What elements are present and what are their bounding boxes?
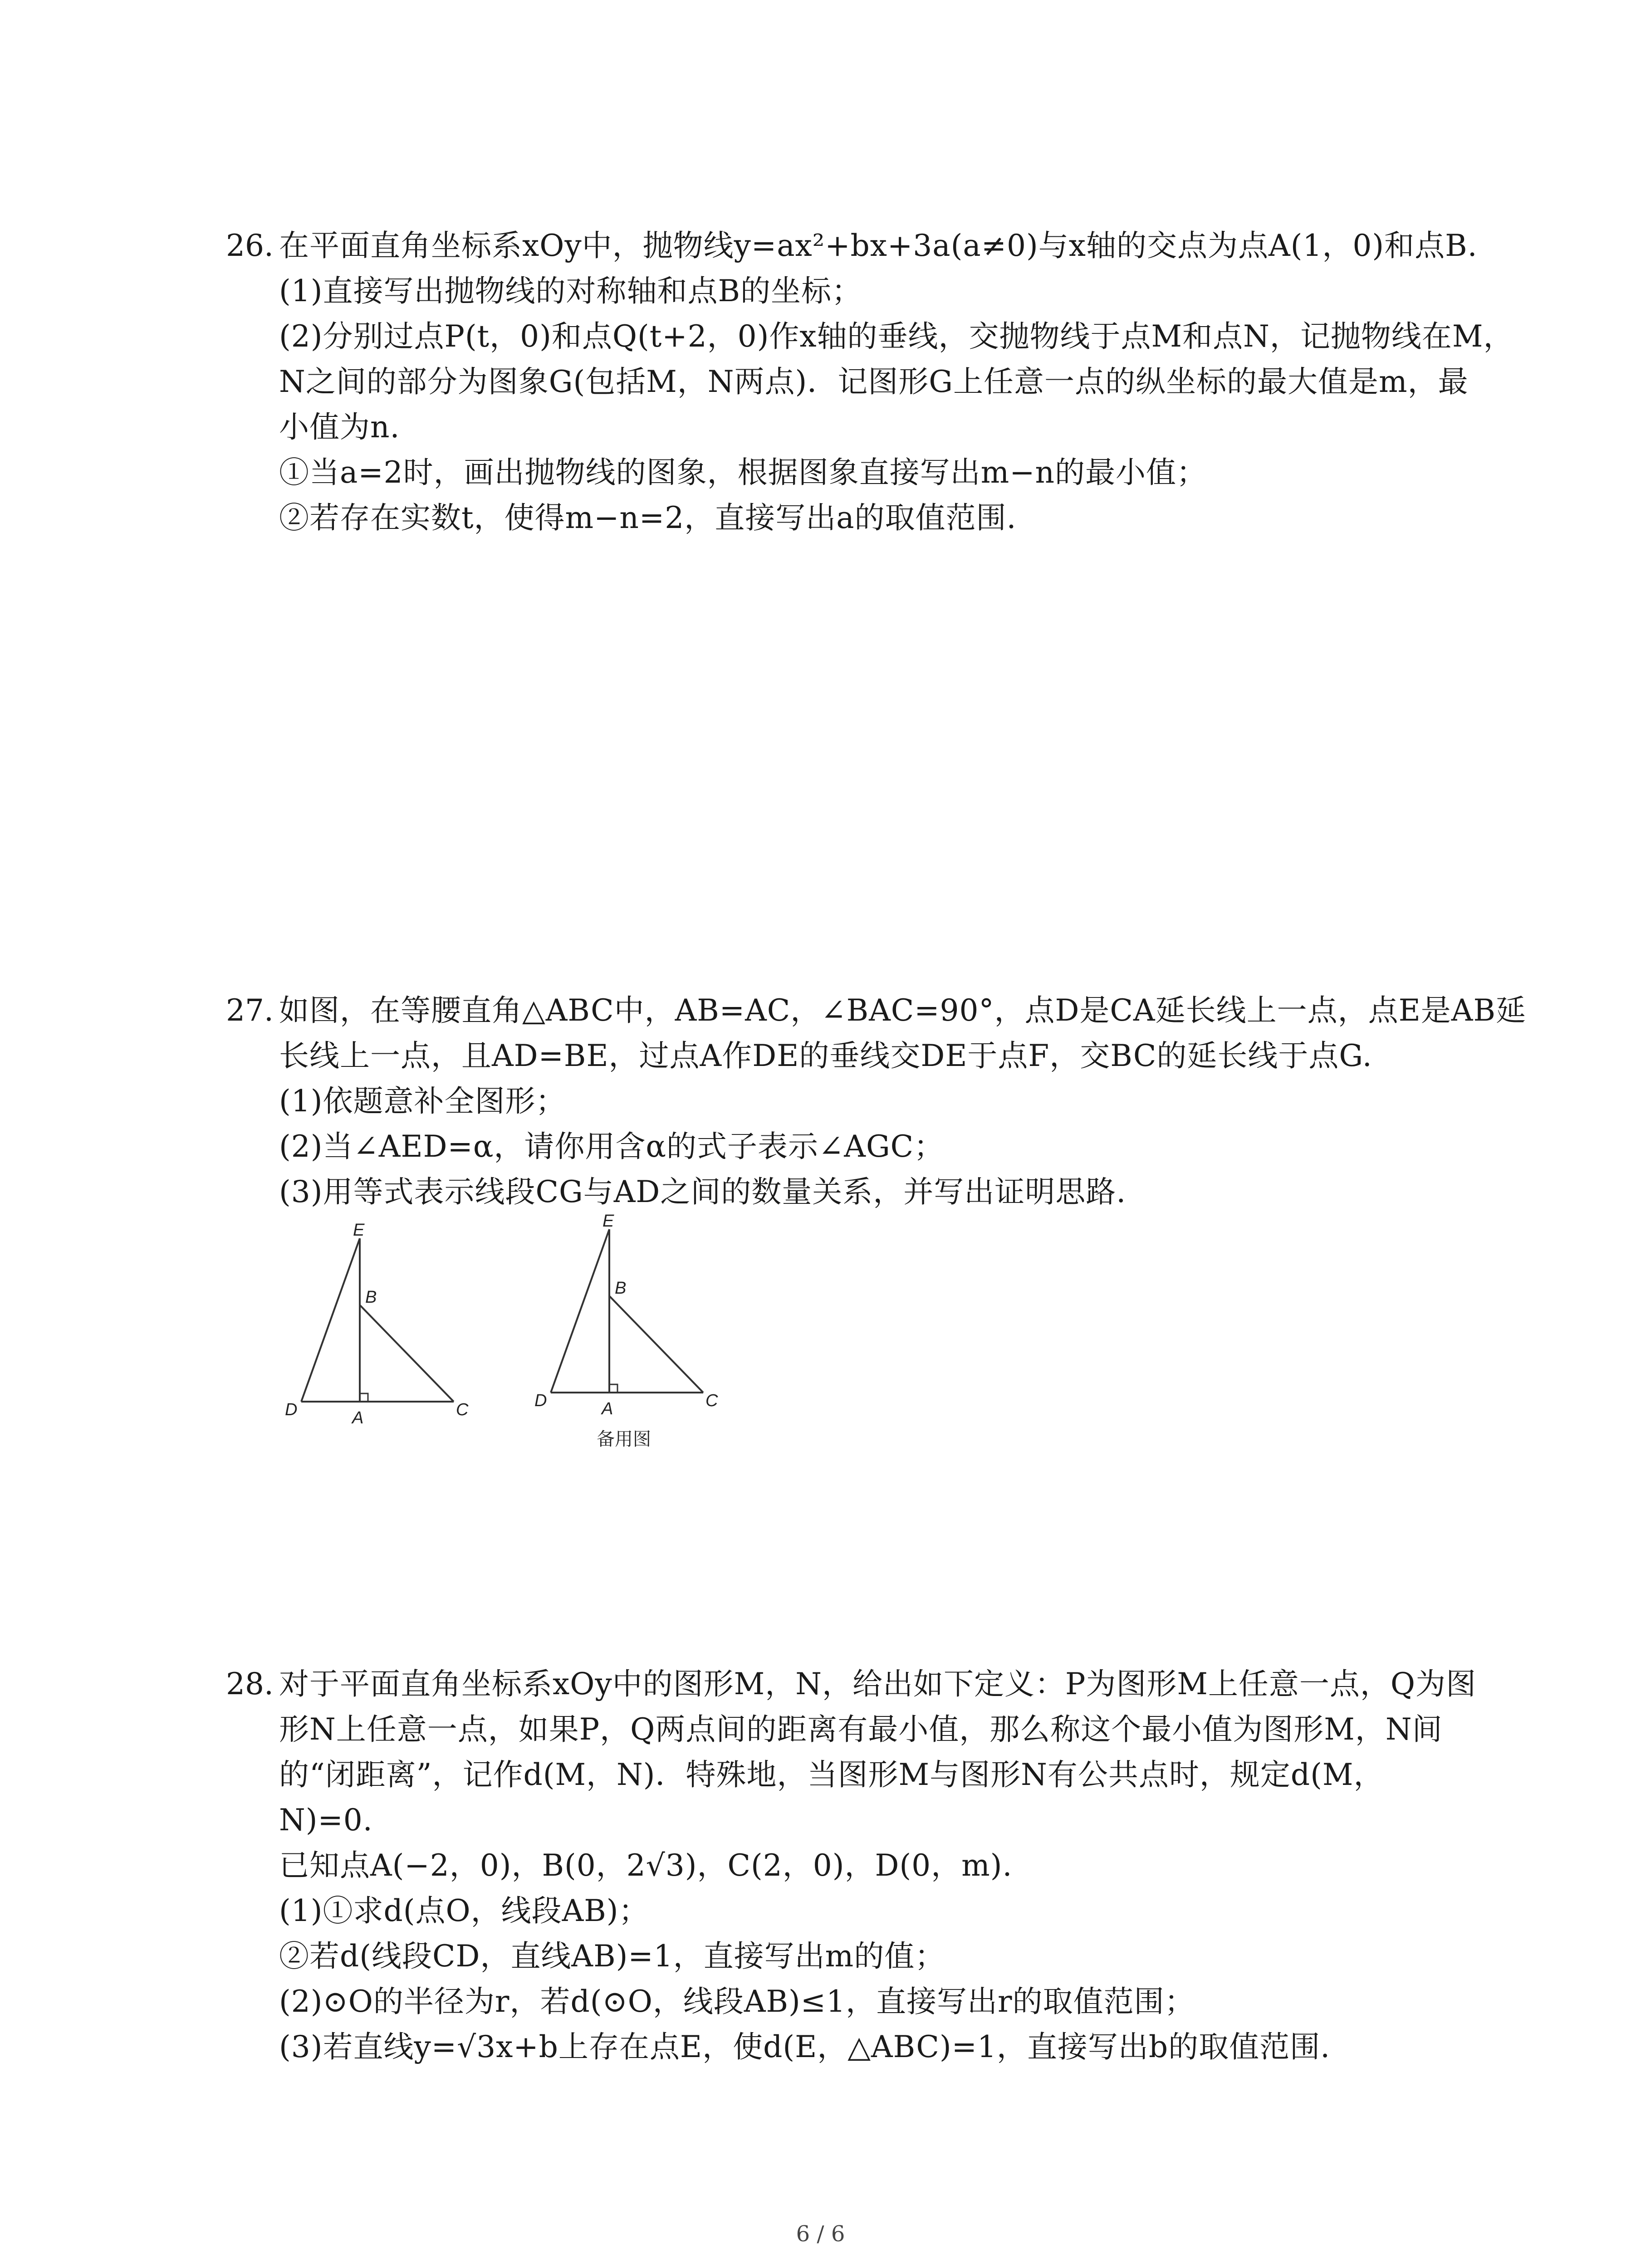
sub-question-1-part-1: (1)①求d(点O，线段AB)；: [279, 1893, 649, 1928]
question-stem: 对于平面直角坐标系xOy中的图形M，N，给出如下定义：P为图形M上任意一点，Q为图: [279, 1667, 1477, 1701]
sub-question-2: (2)分别过点P(t，0)和点Q(t+2，0)作x轴的垂线，交抛物线于点M和点N，记抛物线在M，: [279, 319, 1514, 354]
label-E: E: [603, 1212, 614, 1231]
sub-question-1-part-2: ②若d(线段CD，直线AB)=1，直接写出m的值；: [279, 1939, 945, 1974]
spare-triangle-figure: [522, 1211, 740, 1424]
question-stem: 如图，在等腰直角△ABC中，AB=AC，∠BAC=90°，点D是CA延长线上一点，点E是AB延: [279, 993, 1526, 1028]
sub-question-3: (3)用等式表示线段CG与AD之间的数量关系，并写出证明思路.: [279, 1174, 1127, 1209]
triangle-figure: [272, 1220, 490, 1433]
label-B: B: [615, 1279, 627, 1298]
sub-question-1: (1)直接写出抛物线的对称轴和点B的坐标；: [279, 274, 862, 308]
question-stem-cont: N)=0.: [279, 1803, 373, 1838]
sub-question-2-part-1: ①当a=2时，画出抛物线的图象，根据图象直接写出m−n的最小值；: [279, 455, 1207, 490]
question-stem: 在平面直角坐标系xOy中，抛物线y=ax²+bx+3a(a≠0)与x轴的交点为点A(1，0)和点B.: [279, 228, 1478, 263]
sub-question-2: (2)当∠AED=α，请你用含α的式子表示∠AGC；: [279, 1129, 945, 1164]
sub-question-2-cont: 小值为n.: [279, 410, 400, 445]
question-stem-cont: 形N上任意一点，如果P，Q两点间的距离有最小值，那么称这个最小值为图形M，N间: [279, 1712, 1443, 1747]
label-A: A: [352, 1408, 364, 1427]
question-number: 26.: [226, 228, 274, 263]
given-points: 已知点A(−2，0)，B(0，2√3)，C(2，0)，D(0，m).: [279, 1848, 1013, 1883]
question-number: 28.: [226, 1667, 274, 1701]
question-stem-cont: 的“闭距离”，记作d(M，N)．特殊地，当图形M与图形N有公共点时，规定d(M，: [279, 1757, 1384, 1792]
sub-question-3: (3)若直线y=√3x+b上存在点E，使d(E，△ABC)=1，直接写出b的取值范围.: [279, 2029, 1331, 2064]
label-C: C: [705, 1391, 718, 1410]
question-stem-cont: 长线上一点，且AD=BE，过点A作DE的垂线交DE于点F，交BC的延长线于点G.: [279, 1038, 1372, 1073]
label-D: D: [534, 1391, 547, 1410]
label-C: C: [456, 1400, 469, 1419]
page-number: 6 / 6: [796, 2221, 845, 2247]
label-B: B: [365, 1288, 377, 1307]
sub-question-1: (1)依题意补全图形；: [279, 1084, 566, 1119]
label-E: E: [353, 1221, 365, 1240]
label-D: D: [285, 1400, 298, 1419]
sub-question-2: (2)⊙O的半径为r，若d(⊙O，线段AB)≤1，直接写出r的取值范围；: [279, 1984, 1195, 2019]
spare-figure-caption: 备用图: [597, 1429, 651, 1449]
label-A: A: [602, 1399, 613, 1418]
sub-question-2-cont: N之间的部分为图象G(包括M，N两点)．记图形G上任意一点的纵坐标的最大值是m，最: [279, 364, 1469, 399]
sub-question-2-part-2: ②若存在实数t，使得m−n=2，直接写出a的取值范围.: [279, 500, 1017, 535]
question-number: 27.: [226, 993, 274, 1028]
